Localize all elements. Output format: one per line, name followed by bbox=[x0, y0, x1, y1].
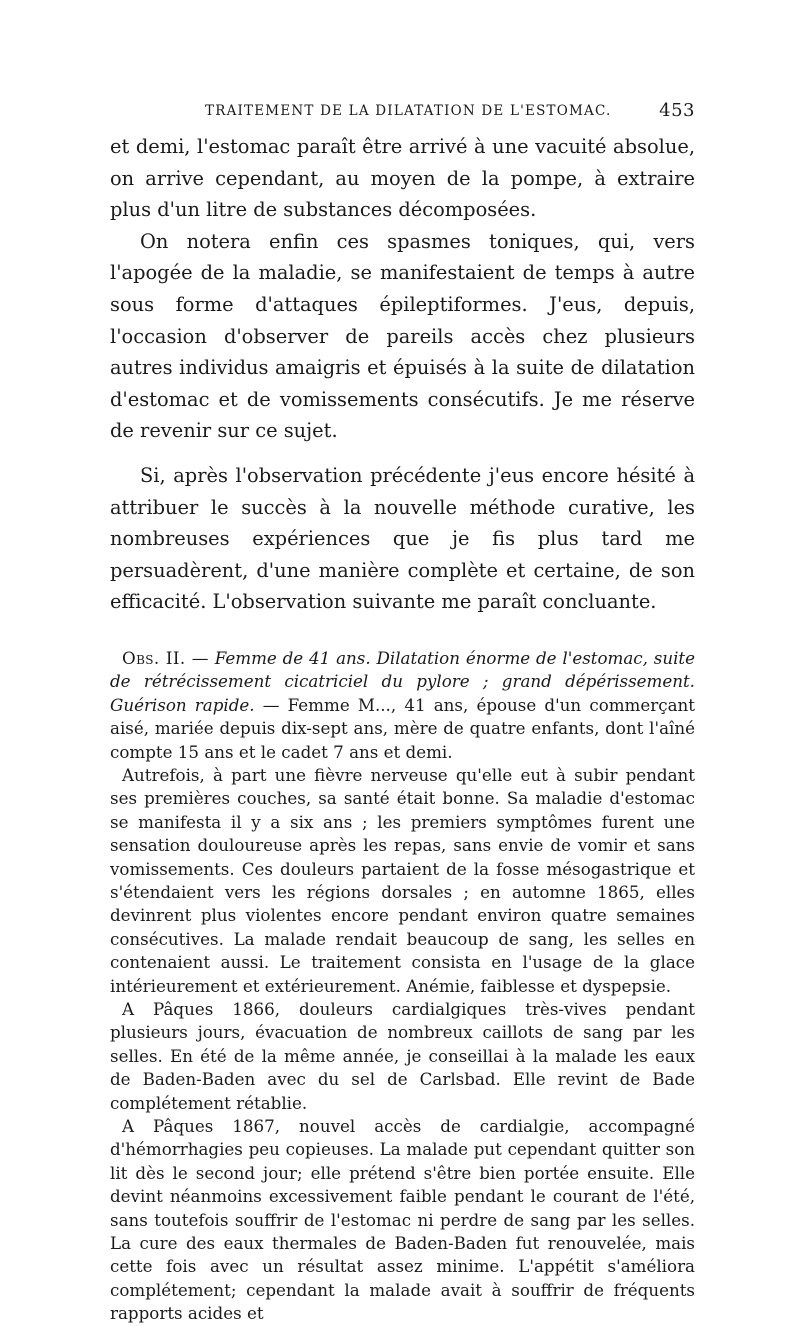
book-page bbox=[110, 95, 695, 1326]
paragraph-conclusion: Si, après l'observation précédente j'eus encore hésité à attribuer le succès à la nouvelle méthode curative, les nombreuses expériences que je fis plus tard me persuadèrent, d'une manière complète et certaine, de son efficacité. L'observation suivante me paraît concluante. bbox=[110, 463, 695, 614]
paragraph-spasms: On notera enfin ces spasmes toniques, qui, vers l'apogée de la maladie, se manifestaient de temps à autre sous forme d'attaques épileptiformes. J'eus, depuis, l'occasion d'observer de pareils accès chez plusieurs autres individus amaigris et épuisés à la suite de dilatation d'estomac et de vomissements consécutifs. Je me réserve de revenir sur ce sujet. bbox=[110, 229, 695, 443]
observation-intro-paragraph bbox=[110, 647, 695, 764]
running-header bbox=[110, 95, 695, 131]
observation-label: Obs. II. — bbox=[122, 647, 209, 668]
observation-section bbox=[110, 647, 695, 1326]
paragraph-continuation: et demi, l'estomac paraît être arrivé à une vacuité absolue, on arrive cependant, au moyen de la pompe, à extraire plus d'un litre de substances décomposées. bbox=[110, 135, 695, 222]
observation-heading: Femme de 41 ans. Dilatation énorme de l'estomac, suite de rétrécissement cicatriciel du pylore ; grand dépérissement. Guérison rapide. — bbox=[110, 647, 695, 715]
observation-paragraph: A Pâques 1867, nouvel accès de cardialgie, accompagné d'hémorrhagies peu copieuses. La malade put cependant quitter son lit dès le second jour; elle prétend s'être bien portée ensuite. Elle devint néanmoins excessivement faible pendant le courant de l'été, sans toutefois souffrir de l'estomac ni perdre de sang par les selles. La cure des eaux thermales de Baden-Baden fut renouvelée, mais cette fois avec un résultat assez minime. L'appétit s'améliora complétement; cependant la malade avait à souffrir de fréquents rapports acides et bbox=[110, 1116, 695, 1324]
main-text bbox=[110, 131, 695, 618]
observation-intro: Femme M..., 41 ans, épouse d'un commerçant aisé, mariée depuis dix-sept ans, mère de quatre enfants, dont l'aîné compte 15 ans et le cadet 7 ans et demi. bbox=[110, 694, 695, 762]
running-title: TRAITEMENT DE LA DILATATION DE L'ESTOMAC. bbox=[205, 103, 612, 119]
observation-paragraph: Autrefois, à part une fièvre nerveuse qu'elle eut à subir pendant ses premières couches, sa santé était bonne. Sa maladie d'estomac se manifesta il y a six ans ; les premiers symptômes furent une sensation douloureuse après les repas, sans envie de vomir et sans vomissements. Ces douleurs partaient de la fosse mésogastrique et s'étendaient vers les régions dorsales ; en automne 1865, elles devinrent plus violentes encore pendant environ quatre semaines consécutives. La malade rendait beaucoup de sang, les selles en contenaient aussi. Le traitement consista en l'usage de la glace intérieurement et extérieurement. Anémie, faiblesse et dyspepsie. bbox=[110, 764, 695, 996]
observation-paragraph: A Pâques 1866, douleurs cardialgiques très-vives pendant plusieurs jours, évacuation de nombreux caillots de sang par les selles. En été de la même année, je conseillai à la malade les eaux de Baden-Baden avec du sel de Carlsbad. Elle revint de Bade complétement rétablie. bbox=[110, 999, 695, 1113]
page-number: 453 bbox=[659, 100, 695, 121]
